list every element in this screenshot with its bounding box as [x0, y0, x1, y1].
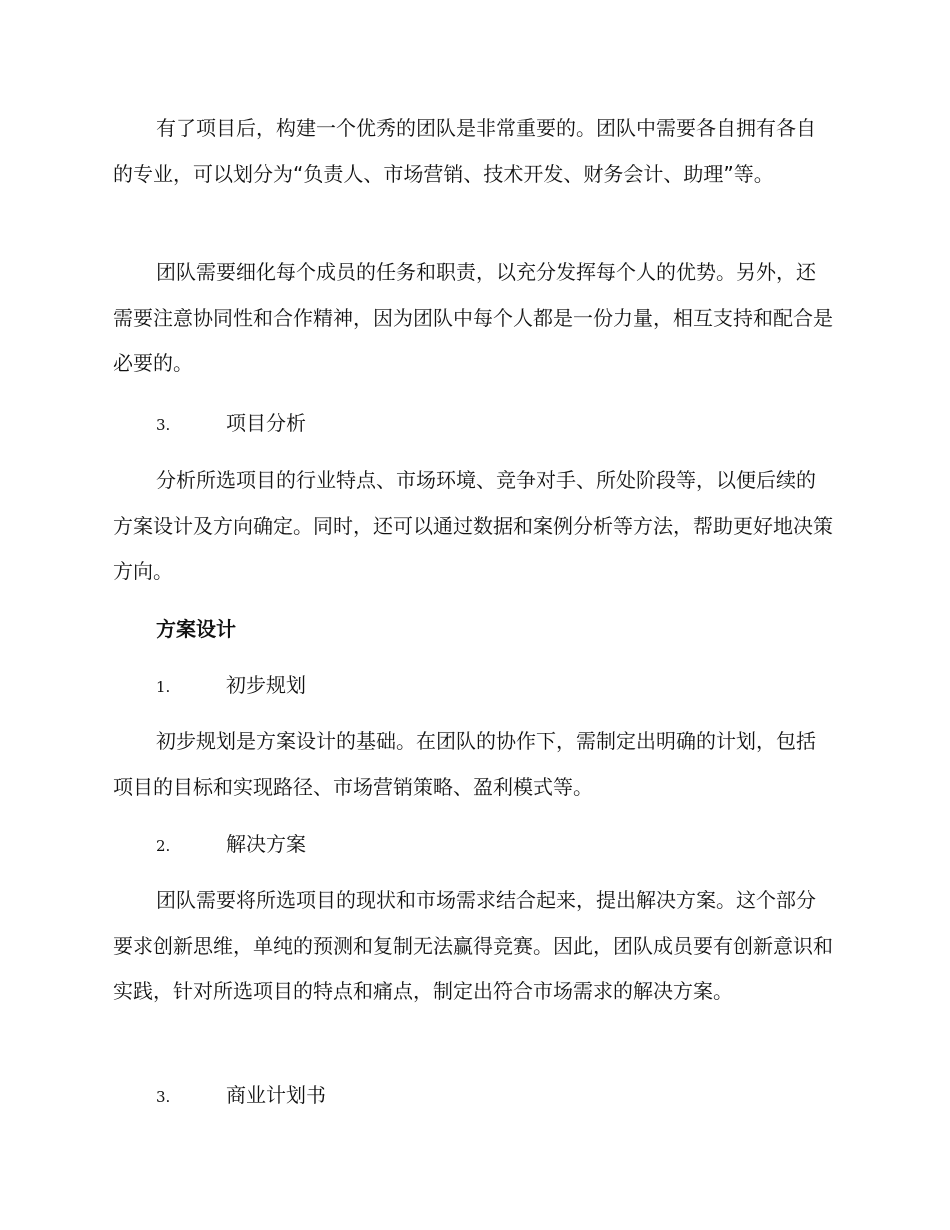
list-label: 商业计划书 — [226, 1083, 326, 1107]
list-number: 2. — [156, 837, 171, 855]
paragraph-team-roles: 团队需要细化每个成员的任务和职责，以充分发挥每个人的优势。另外，还需要注意协同性和合作精神，因为团队中每个人都是一份力量，相互支持和配合是必要的。 — [113, 260, 833, 375]
list-label: 解决方案 — [226, 832, 306, 856]
list-label: 项目分析 — [226, 411, 306, 435]
list-number: 1. — [156, 678, 171, 696]
list-label: 初步规划 — [226, 673, 306, 697]
list-item-initial-planning — [156, 671, 306, 701]
paragraph-solution: 团队需要将所选项目的现状和市场需求结合起来，提出解决方案。这个部分要求创新思维，单纯的预测和复制无法赢得竞赛。因此，团队成员要有创新意识和实践，针对所选项目的特点和痛点，制定出符合市场需求的解决方案。 — [113, 888, 833, 1003]
list-number: 3. — [156, 416, 171, 434]
paragraph-project-analysis: 分析所选项目的行业特点、市场环境、竞争对手、所处阶段等，以便后续的方案设计及方向确定。同时，还可以通过数据和案例分析等方法，帮助更好地决策方向。 — [113, 468, 833, 583]
list-item-solution — [156, 830, 306, 860]
paragraph-initial-planning: 初步规划是方案设计的基础。在团队的协作下，需制定出明确的计划，包括项目的目标和实现路径、市场营销策略、盈利模式等。 — [113, 729, 816, 799]
list-number: 3. — [156, 1088, 171, 1106]
list-item-project-analysis — [156, 409, 306, 439]
paragraph-team-building: 有了项目后，构建一个优秀的团队是非常重要的。团队中需要各自拥有各自的专业，可以划分为“负责人、市场营销、技术开发、财务会计、助理”等。 — [113, 116, 816, 186]
list-item-business-plan — [156, 1081, 326, 1111]
section-heading: 方案设计 — [156, 617, 236, 641]
